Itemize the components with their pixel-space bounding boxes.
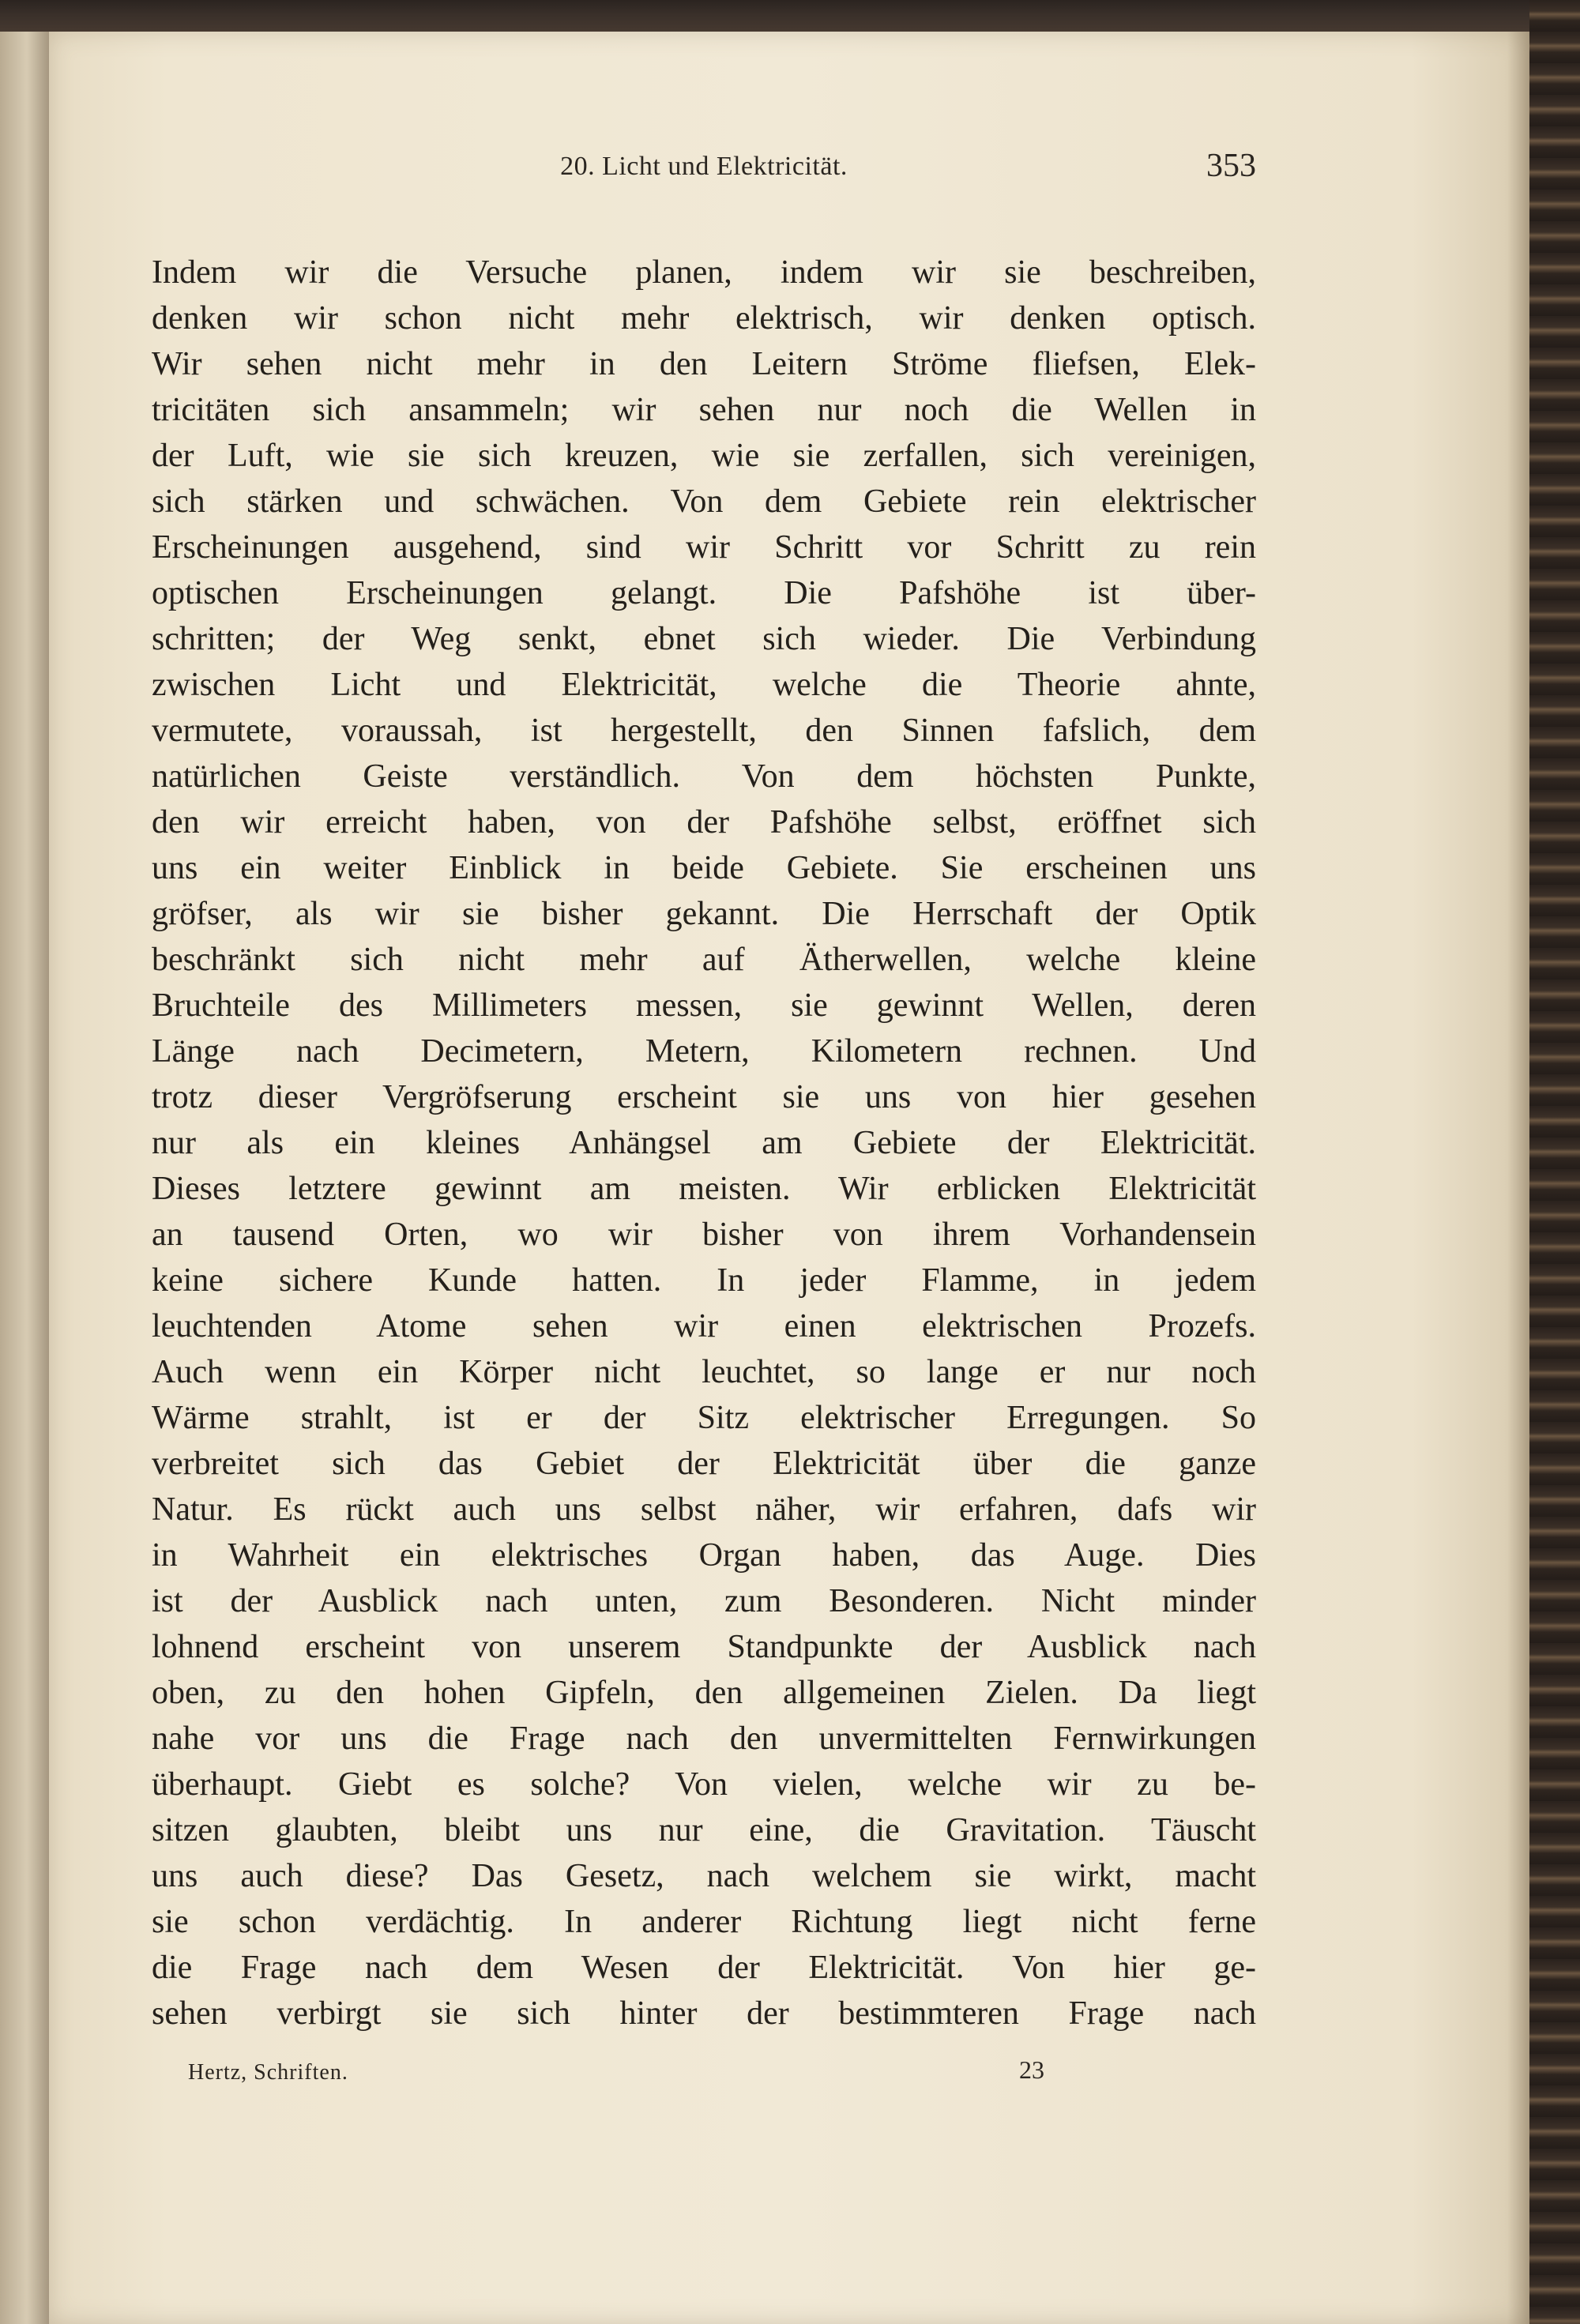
book-board-right bbox=[1529, 0, 1580, 2324]
page-number: 353 bbox=[1206, 148, 1256, 184]
footer-sheet-number: 23 bbox=[1019, 2055, 1044, 2084]
text-line: den wir erreicht haben, von der Pafshöhe selbst, eröffnet sich bbox=[152, 804, 1256, 840]
text-line: uns auch diese? Das Gesetz, nach welchem sie wirkt, macht bbox=[152, 1858, 1256, 1894]
text-line: sehen verbirgt sie sich hinter der bestimmteren Frage nach bbox=[152, 1995, 1256, 2032]
text-line: Erscheinungen ausgehend, sind wir Schritt vor Schritt zu rein bbox=[152, 529, 1256, 566]
text-line: sitzen glaubten, bleibt uns nur eine, die Gravitation. Täuscht bbox=[152, 1812, 1256, 1848]
text-line: uns ein weiter Einblick in beide Gebiete. Sie erscheinen uns bbox=[152, 850, 1256, 886]
text-line: zwischen Licht und Elektricität, welche die Theorie ahnte, bbox=[152, 667, 1256, 703]
text-line: Dieses letztere gewinnt am meisten. Wir erblicken Elektricität bbox=[152, 1171, 1256, 1207]
text-line: der Luft, wie sie sich kreuzen, wie sie zerfallen, sich vereinigen, bbox=[152, 438, 1256, 474]
text-line: natürlichen Geiste verständlich. Von dem höchsten Punkte, bbox=[152, 758, 1256, 795]
text-line: Wärme strahlt, ist er der Sitz elektrischer Erregungen. So bbox=[152, 1400, 1256, 1436]
text-line: keine sichere Kunde hatten. In jeder Flamme, in jedem bbox=[152, 1262, 1256, 1299]
text-line: verbreitet sich das Gebiet der Elektricität über die ganze bbox=[152, 1446, 1256, 1482]
text-line: tricitäten sich ansammeln; wir sehen nur noch die Wellen in bbox=[152, 392, 1256, 428]
text-line: optischen Erscheinungen gelangt. Die Pafshöhe ist über- bbox=[152, 575, 1256, 611]
text-line: beschränkt sich nicht mehr auf Ätherwellen, welche kleine bbox=[152, 942, 1256, 978]
body-text bbox=[152, 250, 1256, 2036]
page-fold-shadow bbox=[1507, 32, 1529, 2324]
text-line: nahe vor uns die Frage nach den unvermittelten Fernwirkungen bbox=[152, 1720, 1256, 1757]
text-line: vermutete, voraussah, ist hergestellt, den Sinnen fafslich, dem bbox=[152, 713, 1256, 749]
text-line: denken wir schon nicht mehr elektrisch, wir denken optisch. bbox=[152, 300, 1256, 337]
text-line: Länge nach Decimetern, Metern, Kilometern rechnen. Und bbox=[152, 1033, 1256, 1070]
text-line: sie schon verdächtig. In anderer Richtung liegt nicht ferne bbox=[152, 1904, 1256, 1940]
footer-signature: Hertz, Schriften. bbox=[188, 2060, 348, 2085]
text-line: schritten; der Weg senkt, ebnet sich wieder. Die Verbindung bbox=[152, 621, 1256, 657]
text-line: gröfser, als wir sie bisher gekannt. Die Herrschaft der Optik bbox=[152, 896, 1256, 932]
text-line: Indem wir die Versuche planen, indem wir sie beschreiben, bbox=[152, 254, 1256, 291]
text-line: nur als ein kleines Anhängsel am Gebiete der Elektricität. bbox=[152, 1125, 1256, 1161]
text-line: Natur. Es rückt auch uns selbst näher, wir erfahren, dafs wir bbox=[152, 1491, 1256, 1528]
text-line: lohnend erscheint von unserem Standpunkte der Ausblick nach bbox=[152, 1629, 1256, 1665]
text-line: Bruchteile des Millimeters messen, sie gewinnt Wellen, deren bbox=[152, 987, 1256, 1024]
previous-page-edge bbox=[0, 32, 51, 2324]
text-line: die Frage nach dem Wesen der Elektricität. Von hier ge- bbox=[152, 1950, 1256, 1986]
text-line: überhaupt. Giebt es solche? Von vielen, welche wir zu be- bbox=[152, 1766, 1256, 1803]
text-line: sich stärken und schwächen. Von dem Gebiete rein elektrischer bbox=[152, 483, 1256, 520]
header-title: 20. Licht und Elektricität. bbox=[560, 152, 848, 181]
text-line: an tausend Orten, wo wir bisher von ihrem Vorhandensein bbox=[152, 1217, 1256, 1253]
text-line: in Wahrheit ein elektrisches Organ haben, das Auge. Dies bbox=[152, 1537, 1256, 1574]
running-header bbox=[152, 141, 1256, 188]
text-line: Auch wenn ein Körper nicht leuchtet, so lange er nur noch bbox=[152, 1354, 1256, 1390]
page-footer bbox=[188, 2054, 1104, 2093]
text-line: leuchtenden Atome sehen wir einen elektrischen Prozefs. bbox=[152, 1308, 1256, 1344]
text-line: ist der Ausblick nach unten, zum Besonderen. Nicht minder bbox=[152, 1583, 1256, 1619]
text-line: Wir sehen nicht mehr in den Leitern Ströme fliefsen, Elek- bbox=[152, 346, 1256, 382]
text-line: trotz dieser Vergröfserung erscheint sie uns von hier gesehen bbox=[152, 1079, 1256, 1115]
text-line: oben, zu den hohen Gipfeln, den allgemeinen Zielen. Da liegt bbox=[152, 1675, 1256, 1711]
